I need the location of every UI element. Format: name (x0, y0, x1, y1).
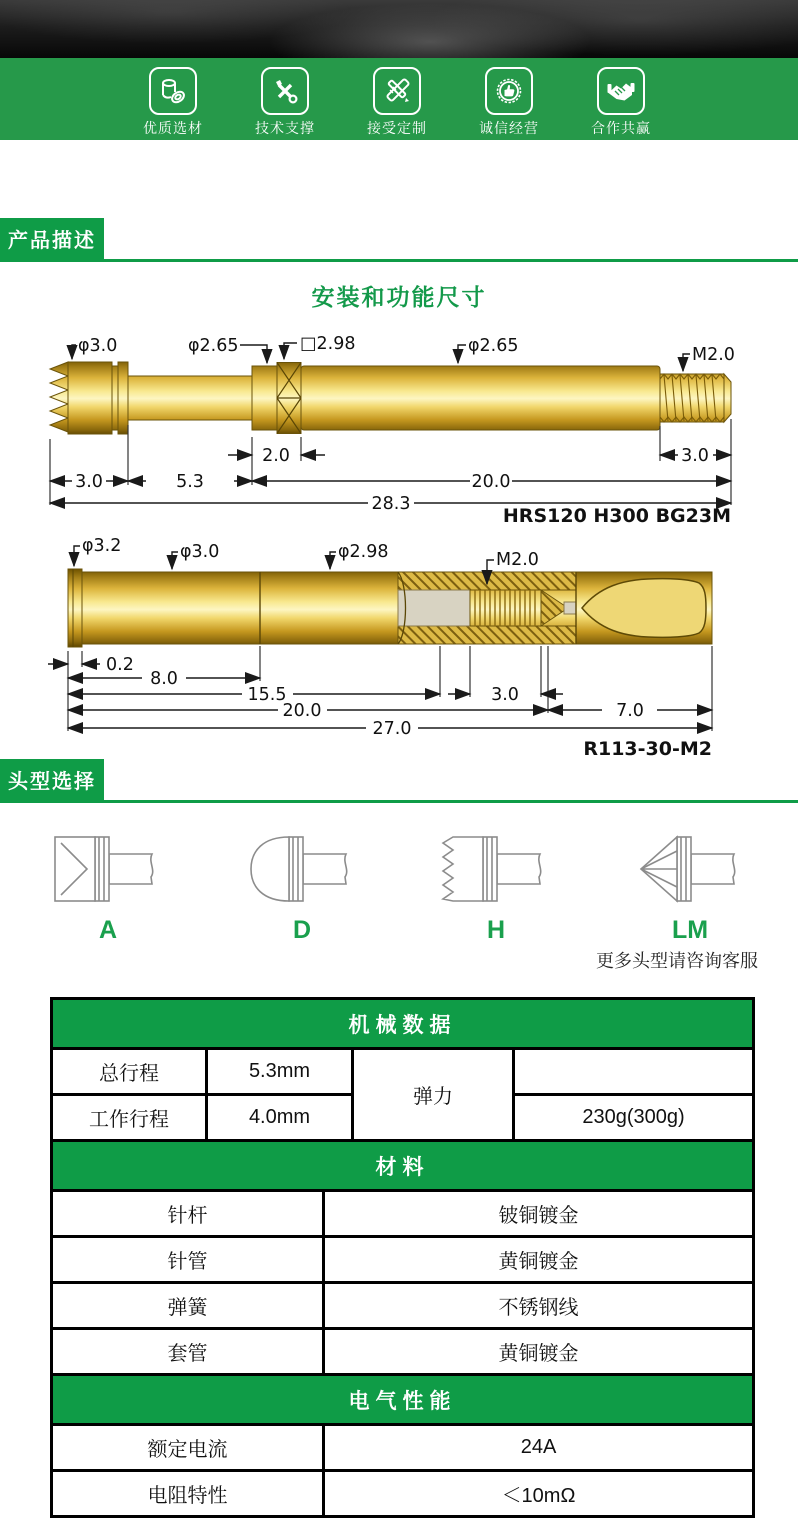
head-type-d (222, 829, 382, 945)
sleeve-material-label: 套管 (52, 1329, 324, 1375)
material-header: 材料 (52, 1141, 754, 1191)
sleeve-material-value: 黄铜镀金 (324, 1329, 754, 1375)
barrel-material-label: 针管 (52, 1237, 324, 1283)
model-number-receptacle: R113-30-M2 (583, 738, 712, 759)
plunger-material-label: 针杆 (52, 1191, 324, 1237)
probe-thread-tip (724, 374, 731, 422)
head-code-a: A (98, 916, 118, 944)
feature-label: 合作共赢 (591, 120, 651, 136)
dim-neck-length: 5.3 (176, 472, 204, 492)
factory-photo-banner (0, 0, 798, 58)
mechanical-header: 机械数据 (52, 999, 754, 1049)
dim-label-thread: M2.0 (692, 345, 735, 365)
rated-current-label: 额定电流 (52, 1425, 324, 1471)
cutaway-wall-bottom (398, 626, 576, 644)
drawing-hrs120-probe (0, 319, 798, 524)
probe-collar (252, 366, 277, 430)
drawing-r113-receptacle (0, 524, 798, 759)
dim-label-flange-diameter: φ3.2 (82, 536, 122, 556)
spec-tables (50, 997, 755, 1518)
feature-banner (0, 58, 798, 140)
probe-barrel (301, 366, 660, 430)
electrical-header: 电气性能 (52, 1375, 754, 1425)
head-a-figure (49, 829, 167, 909)
head-type-note: 更多头型请咨询客服 (596, 951, 758, 971)
dim-front-length: 8.0 (150, 669, 178, 689)
head-d-figure (243, 829, 361, 909)
head-type-a (28, 829, 188, 945)
feature-cooperation (576, 58, 666, 138)
cutaway-bore (398, 590, 470, 626)
probe-head-groove (112, 366, 118, 430)
cone-bore (564, 602, 576, 614)
model-number-probe: HRS120 H300 BG23M (502, 505, 731, 524)
head-lm-figure (631, 829, 749, 909)
dim-thread-length: 3.0 (491, 685, 519, 705)
receptacle-flange (68, 569, 82, 647)
dim-label-ring-square: □2.98 (300, 334, 356, 354)
dim-label-internal-thread: M2.0 (496, 550, 539, 570)
total-travel-value: 5.3mm (207, 1049, 353, 1095)
dim-barrel-length: 20.0 (471, 472, 511, 492)
barrel-material-value: 黄铜镀金 (324, 1237, 754, 1283)
feature-support (240, 58, 330, 138)
resistance-value: ＜10mΩ (324, 1471, 754, 1517)
feature-label: 优质选材 (143, 120, 203, 136)
section-tag-head-type: 头型选择 (0, 759, 104, 800)
customization-icon (373, 67, 421, 115)
head-code-h: H (486, 916, 506, 944)
feature-label: 技术支撑 (255, 120, 315, 136)
dim-tail-length: 7.0 (616, 701, 644, 721)
handshake-icon (597, 67, 645, 115)
probe-serrated-tip (50, 362, 68, 432)
working-travel-label: 工作行程 (52, 1095, 207, 1141)
head-code-lm: LM (671, 916, 709, 944)
feature-custom (352, 58, 442, 138)
dim-mid-length: 15.5 (247, 685, 287, 705)
feature-integrity (464, 58, 554, 138)
dim-tip-length: 3.0 (75, 472, 103, 492)
dim-thread-length: 3.0 (681, 446, 709, 466)
materials-icon (149, 67, 197, 115)
integrity-icon (485, 67, 533, 115)
dim-label-body-diameter: φ3.0 (180, 542, 220, 562)
dim-body-length: 20.0 (282, 701, 322, 721)
dim-label-barrel-diameter: φ2.65 (468, 336, 519, 356)
dim-label-plunger-diameter: φ2.65 (188, 336, 239, 356)
dim-label-tip-diameter: φ3.0 (78, 336, 118, 356)
section-tag-product-description: 产品描述 (0, 218, 104, 259)
spring-force-empty-cell (514, 1049, 754, 1095)
feature-label: 诚信经营 (479, 120, 539, 136)
dim-lip: 0.2 (106, 655, 134, 675)
head-type-lm (610, 829, 770, 945)
head-type-h (416, 829, 576, 945)
probe-head (68, 362, 112, 434)
probe-neck (128, 376, 252, 420)
probe-head-flange (118, 362, 128, 434)
product-description-divider (0, 218, 798, 262)
rated-current-value: 24A (324, 1425, 754, 1471)
head-type-row (0, 829, 798, 945)
dim-total-length: 28.3 (371, 494, 411, 514)
diagram-title: 安装和功能尺寸 (311, 284, 487, 310)
dim-label-inner-diameter: φ2.98 (338, 542, 389, 562)
plunger-material-value: 铍铜镀金 (324, 1191, 754, 1237)
spring-force-value: 230g(300g) (514, 1095, 754, 1141)
material-table (50, 1139, 755, 1376)
spring-material-label: 弹簧 (52, 1283, 324, 1329)
head-type-divider (0, 759, 798, 803)
head-h-figure (437, 829, 555, 909)
spring-material-value: 不锈钢线 (324, 1283, 754, 1329)
spring-force-label: 弹力 (353, 1049, 514, 1141)
resistance-label: 电阻特性 (52, 1471, 324, 1517)
mechanical-data-table (50, 997, 755, 1142)
feature-materials (128, 58, 218, 138)
feature-label: 接受定制 (367, 120, 427, 136)
electrical-table (50, 1373, 755, 1518)
total-travel-label: 总行程 (52, 1049, 207, 1095)
head-code-d: D (292, 916, 312, 944)
dim-total-length: 27.0 (372, 719, 412, 739)
dim-ring-length: 2.0 (262, 446, 290, 466)
working-travel-value: 4.0mm (207, 1095, 353, 1141)
tools-icon (261, 67, 309, 115)
